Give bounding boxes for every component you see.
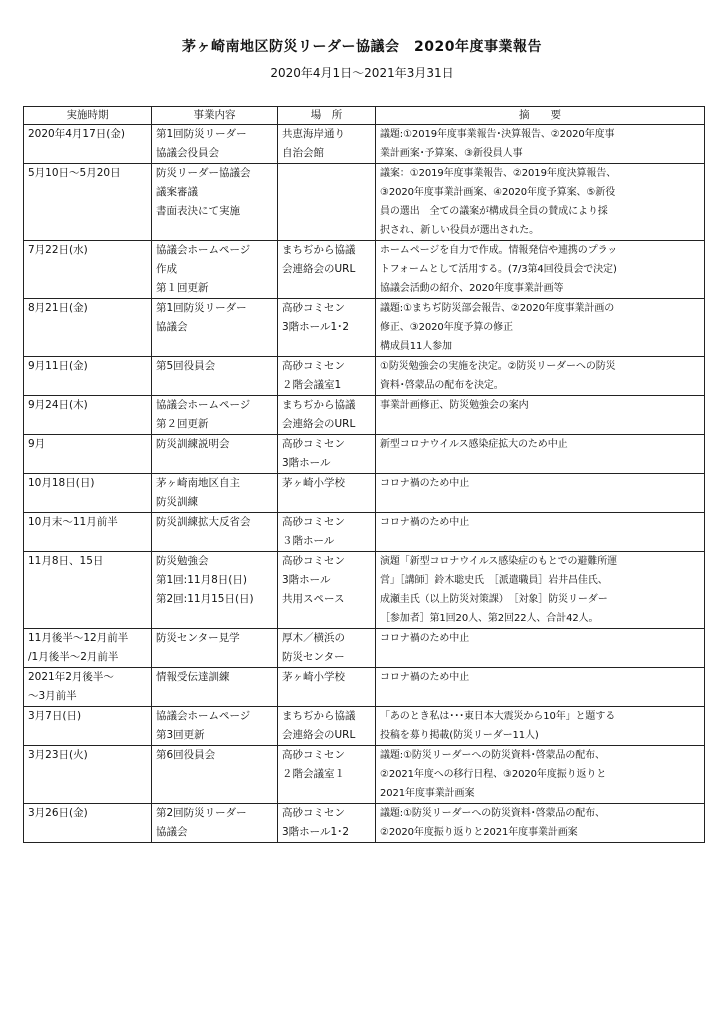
date-line: 11月8日、15日 [28,555,104,567]
summary-line: ②2020年度振り返りと2021年度事業計画案 [380,827,578,838]
cell-place [278,396,376,435]
place-line: 3階ホール1･2 [282,321,350,333]
cell-content [152,357,278,396]
content-line: 第6回役員会 [156,749,216,761]
cell-content [152,707,278,746]
place-line: 会連絡会のURL [282,418,356,430]
summary-line: 「あのとき私は･･･東日本大震災から10年」と題する [380,711,616,722]
cell-summary [376,513,705,552]
cell-place [278,552,376,629]
cell-summary [376,164,705,241]
summary-line: 業計画案･予算案、③新役員人事 [380,148,523,159]
table-row [24,357,705,396]
cell-date [24,513,152,552]
summary-line: トフォームとして活用する。(7/3第4回役員会で決定) [380,264,617,275]
date-line: 9月11日(金) [28,360,88,372]
cell-date [24,552,152,629]
content-line: 議案審議 [156,186,198,198]
content-line: 情報受伝達訓練 [156,671,230,683]
date-line: 8月21日(金) [28,302,88,314]
place-line: 高砂コミセン [282,807,345,819]
cell-content [152,513,278,552]
cell-summary [376,396,705,435]
place-line: 会連絡会のURL [282,263,356,275]
report-table [23,106,705,843]
summary-line: 議案：①2019年度事業報告、②2019年度決算報告、 [380,168,617,179]
content-line: 協議会ホームページ [156,710,251,722]
cell-place [278,125,376,164]
table-row [24,629,705,668]
content-line: 第１回更新 [156,282,209,294]
content-line: 防災訓練拡大反省会 [156,516,251,528]
summary-line: 協議会活動の紹介、2020年度事業計画等 [380,283,564,294]
summary-line: 議題:①防災リーダーへの防災資料･啓蒙品の配布、 [380,808,605,819]
cell-content [152,396,278,435]
cell-place [278,707,376,746]
table-row [24,552,705,629]
content-line: 書面表決にて実施 [156,205,240,217]
date-line: 10月18日(日) [28,477,95,489]
cell-date [24,241,152,299]
cell-content [152,435,278,474]
summary-line: 議題:①2019年度事業報告･決算報告、②2020年度事 [380,129,615,140]
cell-summary [376,707,705,746]
cell-content [152,474,278,513]
summary-line: 議題:①まちぢ防災部会報告、②2020年度事業計画の [380,303,615,314]
cell-date [24,125,152,164]
date-line: 3月7日(日) [28,710,82,722]
place-line: 防災センター [282,651,345,663]
place-line: ２階会議室１ [282,768,345,780]
summary-line: 新型コロナウイルス感染症拡大のため中止 [380,439,568,450]
table-row [24,299,705,357]
cell-date [24,435,152,474]
cell-summary [376,299,705,357]
cell-date [24,804,152,843]
table-body [24,125,705,843]
cell-summary [376,746,705,804]
date-line: ～3月前半 [28,690,77,702]
header-content: 事業内容 [152,107,278,125]
content-line: 防災訓練 [156,496,198,508]
content-line: 第1回防災リーダー [156,128,247,140]
place-line: 3階ホール1･2 [282,826,350,838]
place-line: まちぢから協議 [282,244,356,256]
cell-summary [376,668,705,707]
cell-summary [376,435,705,474]
cell-summary [376,241,705,299]
cell-place [278,357,376,396]
content-line: 茅ヶ崎南地区自主 [156,477,240,489]
cell-place [278,474,376,513]
content-line: 第1回:11月8日(日) [156,574,247,586]
cell-place [278,435,376,474]
cell-place [278,513,376,552]
cell-date [24,474,152,513]
summary-line: コロナ禍のため中止 [380,672,470,683]
date-line: 7月22日(水) [28,244,88,256]
date-line: 3月23日(火) [28,749,88,761]
place-line: 茅ヶ崎小学校 [282,671,345,683]
table-row [24,804,705,843]
summary-line: 投稿を募り掲載(防災リーダー11人) [380,730,539,741]
place-line: まちぢから協議 [282,710,356,722]
content-line: 協議会 [156,321,188,333]
summary-line: 事業計画修正、防災勉強会の案内 [380,400,529,411]
cell-date [24,746,152,804]
content-line: 第2回防災リーダー [156,807,247,819]
cell-content [152,746,278,804]
content-line: 協議会ホームページ [156,244,251,256]
content-line: 協議会 [156,826,188,838]
table-row [24,396,705,435]
cell-place [278,241,376,299]
table-row [24,241,705,299]
table-row [24,707,705,746]
cell-content [152,125,278,164]
table-header-row [24,107,705,125]
cell-date [24,299,152,357]
content-line: 第3回更新 [156,729,205,741]
place-line: 茅ヶ崎小学校 [282,477,345,489]
table-row [24,746,705,804]
date-line: 3月26日(金) [28,807,88,819]
date-line: /1月後半～2月前半 [28,651,119,663]
content-line: 防災勉強会 [156,555,209,567]
content-line: 防災センター見学 [156,632,240,644]
summary-line: ［参加者］第1回20人、第2回22人、合計42人。 [380,613,599,624]
cell-date [24,707,152,746]
cell-summary [376,357,705,396]
cell-place [278,746,376,804]
date-line: 5月10日～5月20日 [28,167,121,179]
date-line: 10月末～11月前半 [28,516,118,528]
cell-date [24,668,152,707]
cell-place [278,804,376,843]
table-row [24,474,705,513]
place-line: ３階ホール [282,535,335,547]
date-line: 9月24日(木) [28,399,88,411]
summary-line: 成瀬圭氏（以上防災対策課） ［対象］防災リーダー [380,594,608,605]
summary-line: 修正、③2020年度予算の修正 [380,322,513,333]
cell-content [152,241,278,299]
summary-line: 議題:①防災リーダーへの防災資料･啓蒙品の配布、 [380,750,605,761]
date-line: 2020年4月17日(金) [28,128,125,140]
cell-content [152,299,278,357]
cell-date [24,629,152,668]
summary-line: 演題「新型コロナウイルス感染症のもとでの避難所運 [380,556,617,567]
place-line: 共用スペース [282,593,345,605]
table-row [24,513,705,552]
place-line: 高砂コミセン [282,516,345,528]
cell-place [278,299,376,357]
date-line: 11月後半～12月前半 [28,632,129,644]
place-line: 高砂コミセン [282,438,345,450]
place-line: 3階ホール [282,574,331,586]
place-line: 高砂コミセン [282,555,345,567]
document-title: 茅ヶ崎南地区防災リーダー協議会 2020年度事業報告 [182,39,542,55]
summary-line: 資料･啓蒙品の配布を決定。 [380,380,504,391]
place-line: 会連絡会のURL [282,729,356,741]
cell-content [152,804,278,843]
summary-line: 営」［講師］鈴木聡史氏 ［派遣職員］岩井昌佳氏、 [380,575,608,586]
cell-content [152,629,278,668]
summary-line: コロナ禍のため中止 [380,478,470,489]
content-line: 第5回役員会 [156,360,216,372]
header-place: 場 所 [278,107,376,125]
summary-line: ③2020年度事業計画案、④2020年度予算案、⑤新役 [380,187,616,198]
summary-line: コロナ禍のため中止 [380,517,470,528]
cell-content [152,668,278,707]
table-row [24,668,705,707]
cell-summary [376,804,705,843]
cell-place [278,629,376,668]
cell-place [278,668,376,707]
content-line: 協議会役員会 [156,147,219,159]
place-line: 高砂コミセン [282,302,345,314]
content-line: 防災訓練説明会 [156,438,230,450]
document-period: 2020年4月1日～2021年3月31日 [270,66,454,80]
place-line: 自治会館 [282,147,324,159]
cell-summary [376,125,705,164]
content-line: 第２回更新 [156,418,209,430]
cell-summary [376,474,705,513]
cell-summary [376,552,705,629]
summary-line: 2021年度事業計画案 [380,788,475,799]
place-line: ２階会議室1 [282,379,342,391]
content-line: 第1回防災リーダー [156,302,247,314]
table-row [24,125,705,164]
content-line: 協議会ホームページ [156,399,251,411]
cell-summary [376,629,705,668]
cell-content [152,164,278,241]
summary-line: 員の選出 全ての議案が構成員全員の賛成により採 [380,206,608,217]
content-line: 防災リーダー協議会 [156,167,251,179]
cell-date [24,396,152,435]
cell-place [278,164,376,241]
summary-line: ②2021年度への移行日程、③2020年度振り返りと [380,769,607,780]
summary-line: ホームページを自力で作成。情報発信や連携のプラッ [380,245,618,256]
header-summary: 摘 要 [376,107,705,125]
cell-date [24,164,152,241]
place-line: 3階ホール [282,457,331,469]
content-line: 第2回:11月15日(日) [156,593,254,605]
header-date: 実施時期 [24,107,152,125]
date-line: 2021年2月後半～ [28,671,114,683]
cell-date [24,357,152,396]
summary-line: ①防災勉強会の実施を決定。②防災リーダーへの防災 [380,361,616,372]
content-line: 作成 [156,263,177,275]
table-row [24,435,705,474]
date-line: 9月 [28,438,46,450]
place-line: まちぢから協議 [282,399,356,411]
place-line: 厚木／横浜の [282,632,345,644]
summary-line: 構成員11人参加 [380,341,452,352]
summary-line: コロナ禍のため中止 [380,633,470,644]
summary-line: 択され、新しい役員が選出された。 [380,225,539,236]
place-line: 高砂コミセン [282,749,345,761]
place-line: 共恵海岸通り [282,128,345,140]
table-row [24,164,705,241]
cell-content [152,552,278,629]
place-line: 高砂コミセン [282,360,345,372]
